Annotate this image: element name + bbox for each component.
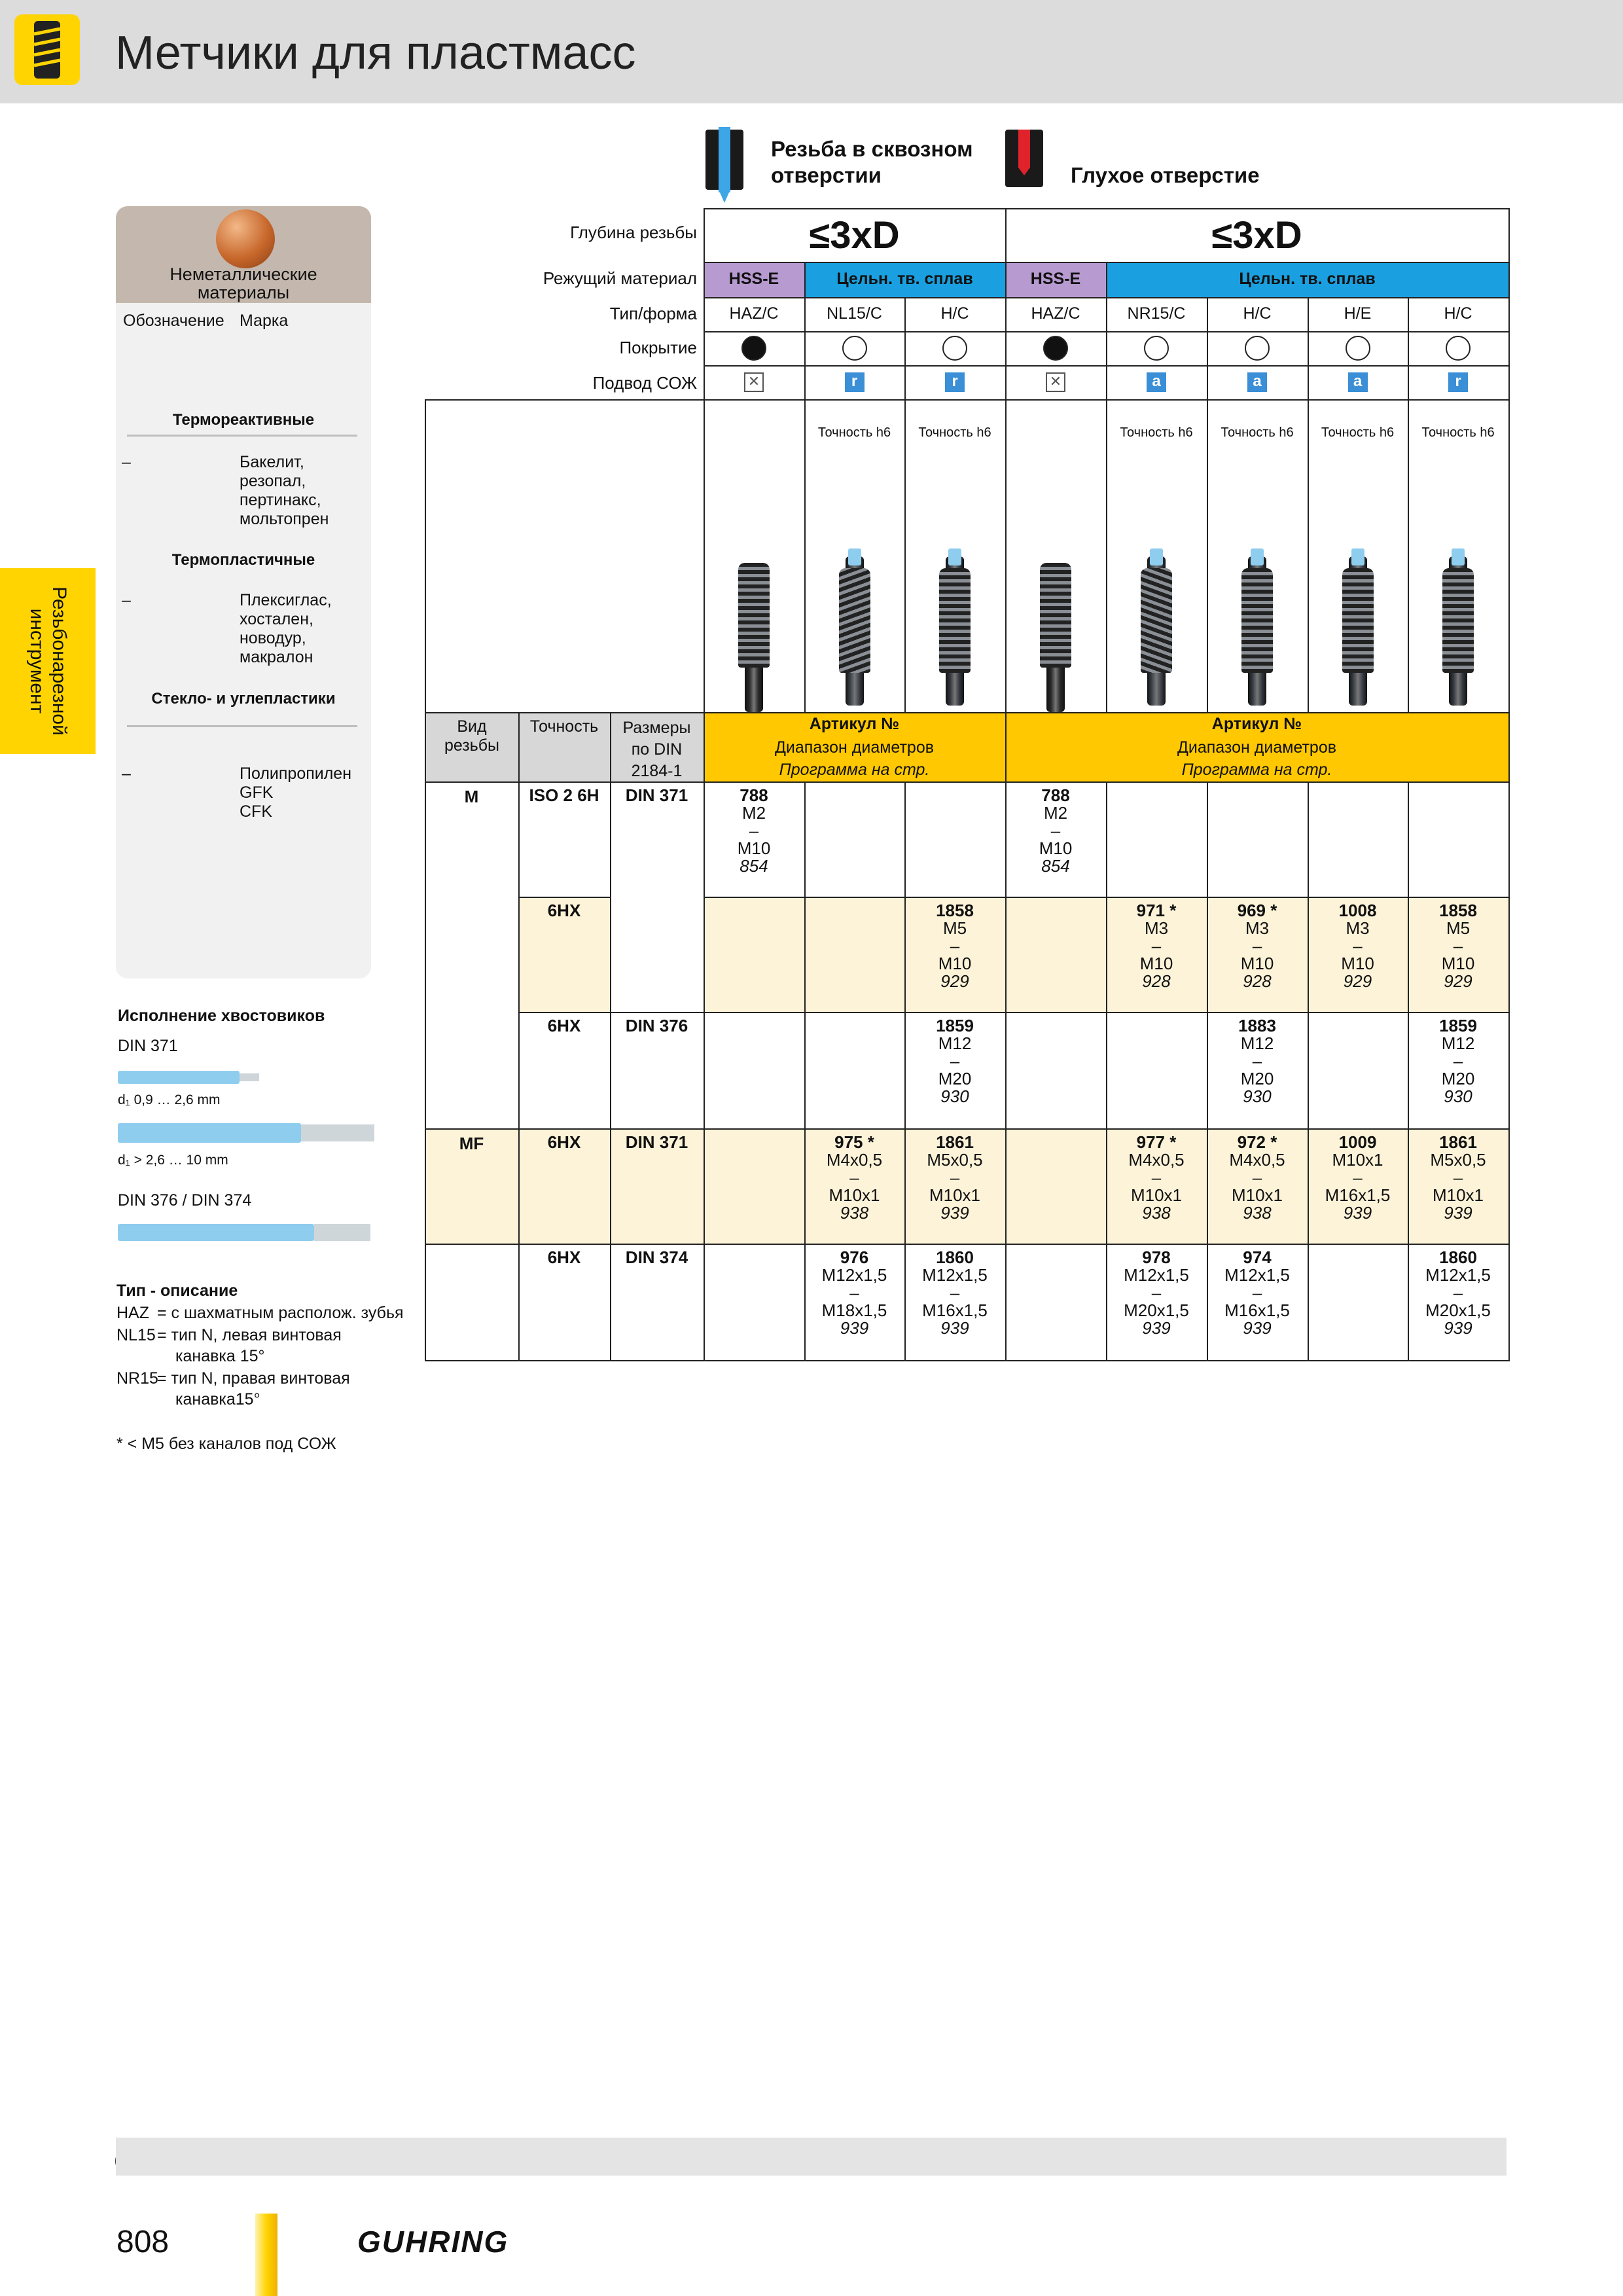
article-cell	[1308, 1012, 1409, 1130]
type-label: NL15/C	[827, 304, 882, 323]
coating-indicator-icon	[1346, 336, 1370, 361]
precision-note: Точность h6	[1321, 425, 1395, 440]
article-number: 971 *	[1136, 901, 1177, 920]
catalog-page: 929	[1343, 971, 1372, 991]
din-value: DIN 376	[625, 1016, 688, 1035]
precision-note: Точность h6	[1421, 425, 1495, 440]
shank-small-thread	[240, 1073, 259, 1081]
range-dash: –	[749, 821, 759, 840]
precision-value: ISO 2 6H	[529, 785, 599, 805]
thread-type-value: MF	[459, 1134, 484, 1153]
range-to: M16x1,5	[1224, 1300, 1290, 1320]
article-cell	[1207, 781, 1309, 898]
catalog-page: 938	[1142, 1203, 1171, 1223]
range-to: M10	[737, 838, 771, 858]
label-depth: Глубина резьбы	[570, 223, 697, 242]
article-number: 788	[1041, 785, 1070, 805]
range-from: M5	[1446, 918, 1471, 938]
article-number: 977 *	[1136, 1132, 1177, 1152]
thread-type-cell	[425, 781, 520, 1130]
article-number: 1858	[936, 901, 974, 920]
shank-small-illustration	[118, 1071, 240, 1084]
material-item: новодур,	[240, 629, 306, 647]
range-dash: –	[1353, 1168, 1363, 1187]
range-dash: –	[1252, 1168, 1262, 1187]
article-number: 1858	[1439, 901, 1477, 920]
range-dash: –	[1453, 1168, 1463, 1187]
type-label: NR15/C	[1127, 304, 1186, 323]
catalog-page: 930	[1444, 1086, 1472, 1106]
image-row-left-cell	[425, 399, 705, 713]
article-cell	[704, 1128, 806, 1245]
coolant-r-icon: r	[1448, 372, 1468, 392]
article-number: 1008	[1338, 901, 1377, 920]
catalog-page: 939	[940, 1318, 969, 1338]
range-dash: –	[950, 1168, 960, 1187]
range-dash: –	[1252, 936, 1262, 956]
range-from: M12x1,5	[821, 1265, 887, 1285]
coolant-a-icon: a	[1247, 372, 1267, 392]
article-cell	[704, 897, 806, 1013]
footnote: * < M5 без каналов под СОЖ	[116, 1435, 336, 1453]
catalog-page: 939	[1142, 1318, 1171, 1338]
catalog-page: 929	[1444, 971, 1472, 991]
coating-indicator-icon	[1446, 336, 1471, 361]
coolant-r-icon: r	[945, 372, 965, 392]
range-dash: –	[950, 1051, 960, 1071]
range-dash: –	[849, 1168, 859, 1187]
range-dash: –	[1453, 1283, 1463, 1302]
range-to: M10x1	[1231, 1185, 1283, 1205]
article-number: 1860	[936, 1247, 974, 1267]
material-hss: HSS-E	[1030, 270, 1081, 288]
catalog-page: 939	[840, 1318, 869, 1338]
range-to: M10	[1240, 954, 1274, 973]
range-from: M5x0,5	[927, 1150, 983, 1170]
blind-hole-icon	[1005, 130, 1043, 187]
coolant-jet-illustration	[1351, 548, 1364, 565]
tap-thread-illustration	[1442, 568, 1474, 673]
coolant-x-icon: ✕	[744, 372, 764, 392]
din-value: DIN 371	[625, 1132, 688, 1152]
type-code: NR15	[116, 1369, 158, 1388]
range-dash: –	[1151, 1168, 1162, 1187]
shank-large-thread	[301, 1124, 374, 1141]
catalog-page: 930	[1243, 1086, 1272, 1106]
range-to: M10	[1441, 954, 1475, 973]
shank-range-small: d₁ 0,9 … 2,6 mm	[118, 1092, 221, 1107]
precision-value: 6HX	[547, 1016, 581, 1035]
coating-indicator-icon	[1245, 336, 1270, 361]
range-dash: –	[1151, 936, 1162, 956]
material-item: CFK	[240, 802, 272, 821]
catalog-page: 939	[940, 1203, 969, 1223]
article-number: 1859	[1439, 1016, 1477, 1035]
blind-hole-title: Глухое отверстие	[1071, 163, 1260, 187]
article-cell	[1408, 781, 1510, 898]
tap-thread-illustration	[1040, 563, 1071, 668]
range-from: M2	[1043, 803, 1068, 823]
shank-range-large: d₁ > 2,6 … 10 mm	[118, 1153, 228, 1168]
article-number: 974	[1243, 1247, 1272, 1267]
range-to: M10	[1039, 838, 1073, 858]
catalog-page: 929	[940, 971, 969, 991]
range-dash: –	[1453, 1051, 1463, 1071]
catalog-page: 930	[940, 1086, 969, 1106]
precision-note: Точность h6	[817, 425, 891, 440]
precision-note: Точность h6	[918, 425, 991, 440]
range-to: M16x1,5	[922, 1300, 988, 1320]
type-label: H/C	[1243, 304, 1272, 323]
range-dash: –	[849, 1283, 859, 1302]
depth-value: ≤3xD	[1211, 214, 1302, 257]
tap-thread-illustration	[1141, 568, 1172, 673]
catalog-page: 928	[1142, 971, 1171, 991]
catalog-page: 854	[740, 856, 768, 876]
range-from: M12x1,5	[1425, 1265, 1491, 1285]
coolant-a-icon: a	[1348, 372, 1368, 392]
type-code: HAZ	[116, 1304, 149, 1322]
range-to: M10x1	[929, 1185, 981, 1205]
head-range-label: Диапазон диаметров	[1177, 738, 1337, 757]
through-hole-icon	[705, 130, 743, 190]
article-number: 978	[1142, 1247, 1171, 1267]
range-to: M10x1	[829, 1185, 880, 1205]
article-cell	[1106, 781, 1208, 898]
coolant-r-icon: r	[845, 372, 865, 392]
material-item: макралон	[240, 648, 313, 666]
catalog-page: 938	[1243, 1203, 1272, 1223]
precision-note: Точность h6	[1120, 425, 1193, 440]
coolant-jet-illustration	[948, 548, 961, 565]
head-precision-label: Точность	[529, 717, 599, 736]
coolant-jet-illustration	[1251, 548, 1264, 565]
range-to: M20	[1441, 1069, 1475, 1088]
range-from: M4x0,5	[826, 1150, 883, 1170]
material-carbide: Цельн. тв. сплав	[1239, 270, 1376, 288]
label-cutting: Режущий материал	[543, 268, 697, 288]
article-number: 1861	[936, 1132, 974, 1152]
material-item: хостален,	[240, 610, 313, 628]
article-cell	[1005, 897, 1107, 1013]
label-coating: Покрытие	[619, 338, 697, 357]
coolant-a-icon: a	[1147, 372, 1166, 392]
range-to: M10x1	[1130, 1185, 1183, 1205]
col-grade: Марка	[240, 312, 289, 330]
coolant-x-icon: ✕	[1046, 372, 1065, 392]
catalog-page: 939	[1444, 1318, 1472, 1338]
range-from: M12x1,5	[922, 1265, 988, 1285]
type-desc: = тип N, правая винтовая	[157, 1369, 350, 1388]
material-ball-icon	[216, 209, 275, 268]
catalog-page: 939	[1444, 1203, 1472, 1223]
divider	[127, 725, 357, 727]
material-item: Бакелит,	[240, 453, 304, 471]
article-number: 975 *	[834, 1132, 874, 1152]
tap-category-icon	[14, 14, 80, 85]
article-cell	[704, 1244, 806, 1361]
group-mark: –	[122, 453, 131, 471]
article-number: 969 *	[1237, 901, 1277, 920]
range-to: M10x1	[1432, 1185, 1484, 1205]
range-dash: –	[1453, 936, 1463, 956]
range-from: M3	[1346, 918, 1370, 938]
coolant-jet-illustration	[1150, 548, 1163, 565]
coating-indicator-icon	[1043, 336, 1068, 361]
range-from: M3	[1245, 918, 1270, 938]
tap-thread-illustration	[738, 563, 770, 668]
range-dash: –	[950, 936, 960, 956]
range-from: M2	[741, 803, 766, 823]
material-hss: HSS-E	[728, 270, 779, 288]
range-from: M12x1,5	[1224, 1265, 1290, 1285]
type-desc-cont: канавка 15°	[175, 1347, 265, 1365]
type-label: H/C	[940, 304, 969, 323]
article-cell	[804, 1012, 906, 1130]
article-number: 1883	[1238, 1016, 1276, 1035]
catalog-page: 939	[1343, 1203, 1372, 1223]
catalog-page: 928	[1243, 971, 1272, 991]
material-item: Полипропилен	[240, 764, 352, 783]
material-item: резопал,	[240, 472, 306, 490]
coolant-jet-illustration	[848, 548, 861, 565]
material-item: пертинакс,	[240, 491, 321, 509]
coating-indicator-icon	[1144, 336, 1169, 361]
group-title: Термореактивные	[172, 411, 315, 429]
head-range-label: Диапазон диаметров	[774, 738, 935, 757]
type-label: HAZ/C	[729, 304, 779, 323]
type-code: NL15	[116, 1326, 156, 1344]
range-from: M5	[942, 918, 967, 938]
range-from: M4x0,5	[1128, 1150, 1185, 1170]
divider	[127, 435, 357, 437]
footer-accent-bar	[255, 2214, 277, 2296]
head-program-label: Программа на стр.	[1181, 761, 1332, 779]
din-value: DIN 371	[625, 785, 688, 805]
range-from: M4x0,5	[1229, 1150, 1285, 1170]
precision-value: 6HX	[547, 901, 581, 920]
coating-legend	[116, 2138, 1507, 2176]
range-to: M18x1,5	[821, 1300, 887, 1320]
material-carbide: Цельн. тв. сплав	[836, 270, 973, 288]
range-from: M10x1	[1332, 1150, 1383, 1170]
range-to: M10	[938, 954, 972, 973]
range-dash: –	[1252, 1051, 1262, 1071]
precision-value: 6HX	[547, 1132, 581, 1152]
through-hole-title: Резьба в сквозном отверстии	[771, 137, 973, 187]
type-desc: = тип N, левая винтовая	[157, 1326, 342, 1344]
material-item: Плексиглас,	[240, 591, 332, 609]
types-title: Тип - описание	[116, 1282, 238, 1300]
range-dash: –	[1353, 936, 1363, 956]
shank-din371-label: DIN 371	[118, 1037, 178, 1055]
shank-large-illustration	[118, 1123, 301, 1143]
article-number: 976	[840, 1247, 869, 1267]
article-cell	[704, 1012, 806, 1130]
range-to: M20	[938, 1069, 972, 1088]
col-designation: Обозначение	[123, 312, 224, 330]
article-cell	[904, 781, 1007, 898]
thread-type-value: M	[464, 787, 479, 806]
label-coolant: Подвод СОЖ	[592, 373, 697, 393]
head-article-label: Артикул №	[1211, 715, 1302, 733]
page-title: Метчики для пластмасс	[115, 27, 636, 79]
material-title: Неметаллические материалы	[169, 264, 317, 302]
material-item: GFK	[240, 783, 274, 802]
precision-value: 6HX	[547, 1247, 581, 1267]
group-title: Термопластичные	[171, 551, 315, 569]
article-number: 1009	[1338, 1132, 1377, 1152]
thread-type-cell	[425, 1244, 520, 1361]
tap-thread-illustration	[939, 568, 971, 673]
range-dash: –	[1151, 1283, 1162, 1302]
precision-note: Точность h6	[1221, 425, 1294, 440]
article-number: 1860	[1439, 1247, 1477, 1267]
head-article-label: Артикул №	[809, 715, 900, 733]
type-label: HAZ/C	[1031, 304, 1080, 323]
shanks-title: Исполнение хвостовиков	[118, 1007, 325, 1025]
article-number: 788	[740, 785, 768, 805]
article-number: 1859	[936, 1016, 974, 1035]
article-cell	[804, 897, 906, 1013]
range-to: M10	[1139, 954, 1173, 973]
range-from: M3	[1144, 918, 1169, 938]
range-to: M10	[1341, 954, 1374, 973]
label-type: Тип/форма	[609, 304, 697, 323]
catalog-page: 939	[1243, 1318, 1272, 1338]
range-dash: –	[950, 1283, 960, 1302]
head-thread-type-label: Вид резьбы	[444, 717, 500, 755]
shank-din376-label: DIN 376 / DIN 374	[118, 1191, 252, 1210]
type-desc: = с шахматным располож. зубья	[157, 1304, 404, 1322]
type-label: H/E	[1344, 304, 1372, 323]
range-from: M5x0,5	[1430, 1150, 1486, 1170]
range-to: M20x1,5	[1124, 1300, 1189, 1320]
shank-din376-thread	[314, 1224, 370, 1241]
range-dash: –	[1252, 1283, 1262, 1302]
article-cell	[1005, 1128, 1107, 1245]
range-from: M12	[938, 1033, 972, 1053]
tap-thread-illustration	[1342, 568, 1374, 673]
range-to: M20	[1240, 1069, 1274, 1088]
tap-thread-illustration	[1241, 568, 1273, 673]
article-number: 972 *	[1237, 1132, 1277, 1152]
group-mark: –	[122, 764, 131, 783]
type-desc-cont: канавка15°	[175, 1390, 260, 1408]
head-sizes-label: Размеры по DIN 2184-1	[622, 719, 691, 780]
shank-din376-illustration	[118, 1224, 314, 1241]
range-dash: –	[1050, 821, 1061, 840]
range-from: M12	[1240, 1033, 1274, 1053]
brand-logo: GUHRING	[357, 2225, 509, 2259]
section-side-tab-label: Резьбонарезной инструмент	[26, 586, 70, 736]
article-number: 1861	[1439, 1132, 1477, 1152]
page-number: 808	[116, 2225, 169, 2259]
article-cell	[1106, 1012, 1208, 1130]
din-cell	[610, 781, 705, 1013]
head-program-label: Программа на стр.	[779, 761, 930, 779]
range-to: M16x1,5	[1325, 1185, 1391, 1205]
range-from: M12	[1441, 1033, 1475, 1053]
article-cell	[1308, 781, 1409, 898]
range-to: M20x1,5	[1425, 1300, 1491, 1320]
catalog-page: 938	[840, 1203, 869, 1223]
group-title: Стекло- и углепластики	[151, 690, 336, 708]
group-mark: –	[122, 591, 131, 609]
range-from: M12x1,5	[1124, 1265, 1189, 1285]
din-value: DIN 374	[625, 1247, 688, 1267]
article-cell	[1005, 1012, 1107, 1130]
article-cell	[1308, 1244, 1409, 1361]
catalog-page: 854	[1041, 856, 1070, 876]
coating-indicator-icon	[842, 336, 867, 361]
material-item: мольтопрен	[240, 510, 329, 528]
article-cell	[804, 781, 906, 898]
coating-indicator-icon	[741, 336, 766, 361]
tap-thread-illustration	[839, 568, 870, 673]
type-label: H/C	[1444, 304, 1472, 323]
article-cell	[1005, 1244, 1107, 1361]
coolant-jet-illustration	[1452, 548, 1465, 565]
depth-value: ≤3xD	[809, 214, 900, 257]
coating-indicator-icon	[942, 336, 967, 361]
